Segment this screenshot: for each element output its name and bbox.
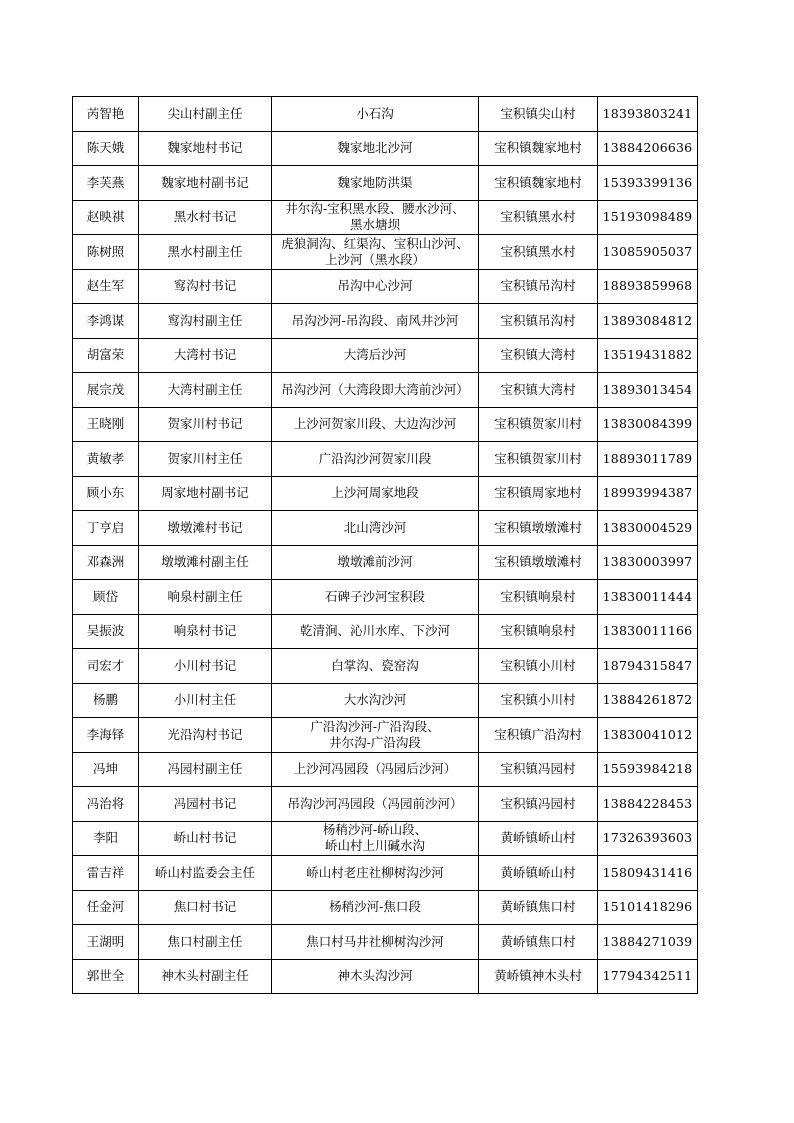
- table-row: [73, 890, 698, 925]
- table-body: [73, 97, 698, 994]
- name-cell: 芮智艳: [73, 97, 139, 132]
- position-cell: 大湾村书记: [139, 338, 272, 373]
- river-section-cell: 大湾后沙河: [272, 338, 479, 373]
- river-section-cell: 石碑子沙河宝积段: [272, 580, 479, 615]
- table-row: [73, 166, 698, 201]
- village-cell: 宝积镇小川村: [479, 683, 598, 718]
- village-cell: 宝积镇贺家川村: [479, 407, 598, 442]
- position-cell: 响泉村书记: [139, 614, 272, 649]
- name-cell: 李海铎: [73, 718, 139, 753]
- village-cell: 宝积镇大湾村: [479, 373, 598, 408]
- table-row: [73, 580, 698, 615]
- position-cell: 小川村书记: [139, 649, 272, 684]
- position-cell: 贺家川村书记: [139, 407, 272, 442]
- table-row: [73, 683, 698, 718]
- river-section-cell: 白掌沟、瓷窑沟: [272, 649, 479, 684]
- phone-cell: 18794315847: [598, 649, 698, 684]
- position-cell: 焦口村副主任: [139, 925, 272, 960]
- table-row: [73, 614, 698, 649]
- village-cell: 宝积镇冯园村: [479, 752, 598, 787]
- position-cell: 峤山村监委会主任: [139, 856, 272, 891]
- village-cell: 宝积镇冯园村: [479, 787, 598, 822]
- name-cell: 胡富荣: [73, 338, 139, 373]
- position-cell: 光沿沟村书记: [139, 718, 272, 753]
- river-section-cell: 神木头沟沙河: [272, 959, 479, 994]
- name-cell: 陈树照: [73, 235, 139, 270]
- name-cell: 陈天娥: [73, 131, 139, 166]
- name-cell: 雷吉祥: [73, 856, 139, 891]
- phone-cell: 15101418296: [598, 890, 698, 925]
- name-cell: 王晓刚: [73, 407, 139, 442]
- name-cell: 赵映祺: [73, 200, 139, 235]
- village-cell: 黄峤镇焦口村: [479, 925, 598, 960]
- phone-cell: 18893859968: [598, 269, 698, 304]
- phone-cell: 15193098489: [598, 200, 698, 235]
- table-row: [73, 856, 698, 891]
- position-cell: 墩墩滩村副主任: [139, 545, 272, 580]
- name-cell: 赵生军: [73, 269, 139, 304]
- village-cell: 宝积镇黑水村: [479, 200, 598, 235]
- position-cell: 神木头村副主任: [139, 959, 272, 994]
- table-row: [73, 959, 698, 994]
- river-section-cell: 上沙河周家地段: [272, 476, 479, 511]
- position-cell: 冯园村副主任: [139, 752, 272, 787]
- name-cell: 吴振波: [73, 614, 139, 649]
- phone-cell: 15809431416: [598, 856, 698, 891]
- position-cell: 周家地村副书记: [139, 476, 272, 511]
- village-cell: 宝积镇墩墩滩村: [479, 511, 598, 546]
- village-cell: 宝积镇魏家地村: [479, 131, 598, 166]
- phone-cell: 13884271039: [598, 925, 698, 960]
- village-cell: 黄峤镇峤山村: [479, 821, 598, 856]
- phone-cell: 13830011444: [598, 580, 698, 615]
- name-cell: 冯治将: [73, 787, 139, 822]
- river-section-cell: 大水沟沙河: [272, 683, 479, 718]
- position-cell: 冯园村书记: [139, 787, 272, 822]
- phone-cell: 13085905037: [598, 235, 698, 270]
- position-cell: 峤山村书记: [139, 821, 272, 856]
- phone-cell: 17794342511: [598, 959, 698, 994]
- river-section-cell: 小石沟: [272, 97, 479, 132]
- phone-cell: 18393803241: [598, 97, 698, 132]
- name-cell: 顾岱: [73, 580, 139, 615]
- table-row: [73, 131, 698, 166]
- river-section-cell: 广沿沟沙河-广沿沟段、 井尔沟-广沿沟段: [272, 718, 479, 753]
- river-section-cell: 吊沟中心沙河: [272, 269, 479, 304]
- river-section-cell: 乾清涧、沁川水库、下沙河: [272, 614, 479, 649]
- village-cell: 宝积镇响泉村: [479, 580, 598, 615]
- table-row: [73, 718, 698, 753]
- name-cell: 展宗茂: [73, 373, 139, 408]
- phone-cell: 18893011789: [598, 442, 698, 477]
- table-row: [73, 200, 698, 235]
- river-section-cell: 吊沟沙河冯园段（冯园前沙河）: [272, 787, 479, 822]
- phone-cell: 15593984218: [598, 752, 698, 787]
- name-cell: 李阳: [73, 821, 139, 856]
- position-cell: 墩墩滩村书记: [139, 511, 272, 546]
- name-cell: 任金河: [73, 890, 139, 925]
- table-row: [73, 304, 698, 339]
- name-cell: 司宏才: [73, 649, 139, 684]
- phone-cell: 13893013454: [598, 373, 698, 408]
- position-cell: 魏家地村书记: [139, 131, 272, 166]
- position-cell: 焦口村书记: [139, 890, 272, 925]
- name-cell: 李芙燕: [73, 166, 139, 201]
- position-cell: 小川村主任: [139, 683, 272, 718]
- name-cell: 郭世全: [73, 959, 139, 994]
- phone-cell: 13830011166: [598, 614, 698, 649]
- position-cell: 魏家地村副书记: [139, 166, 272, 201]
- table-row: [73, 752, 698, 787]
- position-cell: 窎沟村书记: [139, 269, 272, 304]
- table-row: [73, 373, 698, 408]
- river-section-cell: 杨稍沙河-峤山段、 峤山村上川碱水沟: [272, 821, 479, 856]
- river-section-cell: 北山湾沙河: [272, 511, 479, 546]
- name-cell: 杨鹏: [73, 683, 139, 718]
- table-row: [73, 442, 698, 477]
- phone-cell: 15393399136: [598, 166, 698, 201]
- river-section-cell: 魏家地防洪渠: [272, 166, 479, 201]
- village-cell: 黄峤镇神木头村: [479, 959, 598, 994]
- phone-cell: 13893084812: [598, 304, 698, 339]
- phone-cell: 13830041012: [598, 718, 698, 753]
- river-section-cell: 墩墩滩前沙河: [272, 545, 479, 580]
- village-cell: 宝积镇吊沟村: [479, 269, 598, 304]
- position-cell: 尖山村副主任: [139, 97, 272, 132]
- name-cell: 王湖明: [73, 925, 139, 960]
- phone-cell: 13830003997: [598, 545, 698, 580]
- river-chief-table: [72, 96, 698, 994]
- table-row: [73, 338, 698, 373]
- river-section-cell: 魏家地北沙河: [272, 131, 479, 166]
- table-row: [73, 407, 698, 442]
- river-section-cell: 井尔沟-宝积黑水段、腰水沙河、 黑水塘坝: [272, 200, 479, 235]
- phone-cell: 18993994387: [598, 476, 698, 511]
- name-cell: 冯坤: [73, 752, 139, 787]
- river-section-cell: 吊沟沙河（大湾段即大湾前沙河）: [272, 373, 479, 408]
- phone-cell: 13884261872: [598, 683, 698, 718]
- village-cell: 宝积镇广沿沟村: [479, 718, 598, 753]
- table-row: [73, 821, 698, 856]
- name-cell: 丁亨启: [73, 511, 139, 546]
- table-row: [73, 97, 698, 132]
- table-row: [73, 545, 698, 580]
- village-cell: 黄峤镇焦口村: [479, 890, 598, 925]
- village-cell: 宝积镇魏家地村: [479, 166, 598, 201]
- position-cell: 大湾村副主任: [139, 373, 272, 408]
- table-row: [73, 649, 698, 684]
- river-section-cell: 上沙河贺家川段、大边沟沙河: [272, 407, 479, 442]
- village-cell: 宝积镇响泉村: [479, 614, 598, 649]
- phone-cell: 13830084399: [598, 407, 698, 442]
- river-section-cell: 上沙河冯园段（冯园后沙河）: [272, 752, 479, 787]
- phone-cell: 13884206636: [598, 131, 698, 166]
- position-cell: 黑水村书记: [139, 200, 272, 235]
- village-cell: 宝积镇黑水村: [479, 235, 598, 270]
- table-row: [73, 476, 698, 511]
- name-cell: 邓森洲: [73, 545, 139, 580]
- river-section-cell: 杨稍沙河-焦口段: [272, 890, 479, 925]
- village-cell: 宝积镇贺家川村: [479, 442, 598, 477]
- table-row: [73, 511, 698, 546]
- river-section-cell: 虎狼洞沟、红渠沟、宝积山沙河、 上沙河（黑水段）: [272, 235, 479, 270]
- name-cell: 黄敏孝: [73, 442, 139, 477]
- village-cell: 宝积镇周家地村: [479, 476, 598, 511]
- table-row: [73, 787, 698, 822]
- river-section-cell: 峤山村老庄社柳树沟沙河: [272, 856, 479, 891]
- name-cell: 顾小东: [73, 476, 139, 511]
- table-row: [73, 269, 698, 304]
- table-row: [73, 235, 698, 270]
- phone-cell: 13519431882: [598, 338, 698, 373]
- table-row: [73, 925, 698, 960]
- position-cell: 黑水村副主任: [139, 235, 272, 270]
- position-cell: 窎沟村副主任: [139, 304, 272, 339]
- village-cell: 宝积镇墩墩滩村: [479, 545, 598, 580]
- position-cell: 贺家川村主任: [139, 442, 272, 477]
- village-cell: 宝积镇尖山村: [479, 97, 598, 132]
- position-cell: 响泉村副主任: [139, 580, 272, 615]
- river-section-cell: 焦口村马井社柳树沟沙河: [272, 925, 479, 960]
- phone-cell: 13884228453: [598, 787, 698, 822]
- river-section-cell: 吊沟沙河-吊沟段、南风井沙河: [272, 304, 479, 339]
- village-cell: 黄峤镇峤山村: [479, 856, 598, 891]
- name-cell: 李鸿谋: [73, 304, 139, 339]
- village-cell: 宝积镇大湾村: [479, 338, 598, 373]
- village-cell: 宝积镇吊沟村: [479, 304, 598, 339]
- river-section-cell: 广沿沟沙河贺家川段: [272, 442, 479, 477]
- village-cell: 宝积镇小川村: [479, 649, 598, 684]
- phone-cell: 13830004529: [598, 511, 698, 546]
- phone-cell: 17326393603: [598, 821, 698, 856]
